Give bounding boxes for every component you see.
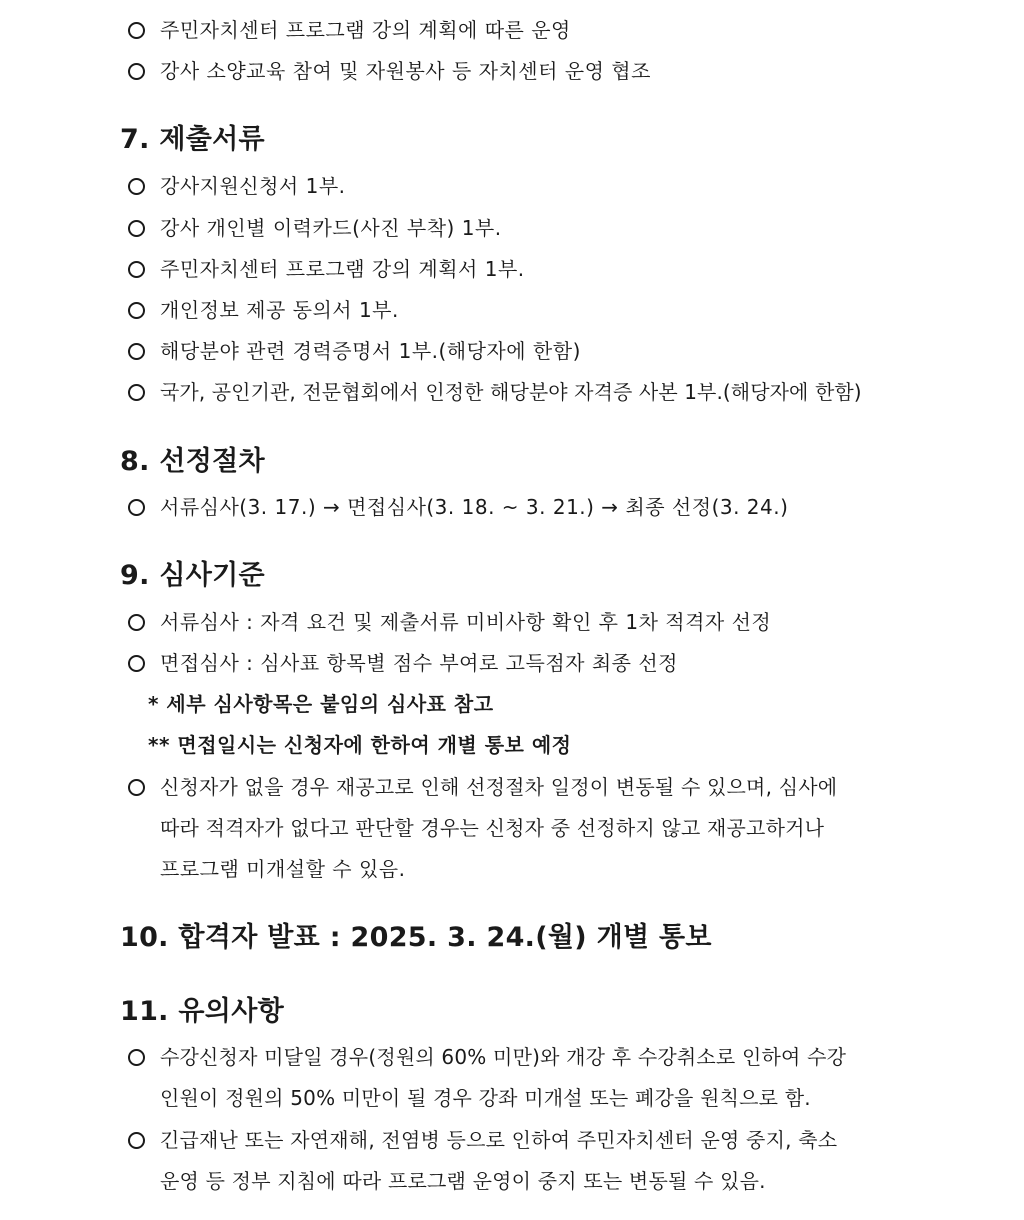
list-item-text: 강사지원신청서 1부. <box>160 174 346 198</box>
list-item-text: 따라 적격자가 없다고 판단할 경우는 신청자 중 선정하지 않고 재공고하거나 <box>160 816 825 840</box>
circle-bullet-icon <box>128 655 145 672</box>
list-item-text: 주민자치센터 프로그램 강의 계획에 따른 운영 <box>160 18 571 42</box>
list-item-text: 인원이 정원의 50% 미만이 될 경우 강좌 미개설 또는 폐강을 원칙으로 함. <box>160 1086 811 1110</box>
list-item-text: 수강신청자 미달일 경우(정원의 60% 미만)와 개강 후 수강취소로 인하여 수강 <box>160 1045 847 1069</box>
circle-bullet-icon <box>128 499 145 516</box>
circle-bullet-icon <box>128 22 145 39</box>
list-item-text: 서류심사 : 자격 요건 및 제출서류 미비사항 확인 후 1차 적격자 선정 <box>160 610 772 634</box>
note-text: * 세부 심사항목은 붙임의 심사표 참고 <box>148 692 494 716</box>
circle-bullet-icon <box>128 384 145 401</box>
list-item-text: 운영 등 정부 지침에 따라 프로그램 운영이 중지 또는 변동될 수 있음. <box>160 1169 766 1193</box>
list-item-text: 강사 소양교육 참여 및 자원봉사 등 자치센터 운영 협조 <box>160 59 651 83</box>
list-item-text: 주민자치센터 프로그램 강의 계획서 1부. <box>160 257 525 281</box>
note-text: ** 면접일시는 신청자에 한하여 개별 통보 예정 <box>148 733 572 757</box>
list-item-text: 신청자가 없을 경우 재공고로 인해 선정절차 일정이 변동될 수 있으며, 심사에 <box>160 775 838 799</box>
circle-bullet-icon <box>128 178 145 195</box>
list-item-text: 국가, 공인기관, 전문협회에서 인정한 해당분야 자격증 사본 1부.(해당자에 한함) <box>160 380 862 404</box>
circle-bullet-icon <box>128 261 145 278</box>
list-item-text: 개인정보 제공 동의서 1부. <box>160 298 399 322</box>
circle-bullet-icon <box>128 343 145 360</box>
circle-bullet-icon <box>128 220 145 237</box>
section-heading: 7. 제출서류 <box>120 124 265 155</box>
circle-bullet-icon <box>128 63 145 80</box>
circle-bullet-icon <box>128 302 145 319</box>
list-item-text: 긴급재난 또는 자연재해, 전염병 등으로 인하여 주민자치센터 운영 중지, 축소 <box>160 1128 838 1152</box>
section-heading: 9. 심사기준 <box>120 560 265 591</box>
section-heading: 10. 합격자 발표 : 2025. 3. 24.(월) 개별 통보 <box>120 922 712 953</box>
list-item-text: 면접심사 : 심사표 항목별 점수 부여로 고득점자 최종 선정 <box>160 651 678 675</box>
circle-bullet-icon <box>128 614 145 631</box>
circle-bullet-icon <box>128 1049 145 1066</box>
list-item-text: 프로그램 미개설할 수 있음. <box>160 857 406 881</box>
list-item-text: 서류심사(3. 17.) → 면접심사(3. 18. ~ 3. 21.) → 최종 선정(3. 24.) <box>160 495 789 519</box>
circle-bullet-icon <box>128 1132 145 1149</box>
section-heading: 8. 선정절차 <box>120 446 265 477</box>
list-item-text: 강사 개인별 이력카드(사진 부착) 1부. <box>160 216 502 240</box>
list-item-text: 해당분야 관련 경력증명서 1부.(해당자에 한함) <box>160 339 581 363</box>
circle-bullet-icon <box>128 779 145 796</box>
section-heading: 11. 유의사항 <box>120 996 284 1027</box>
